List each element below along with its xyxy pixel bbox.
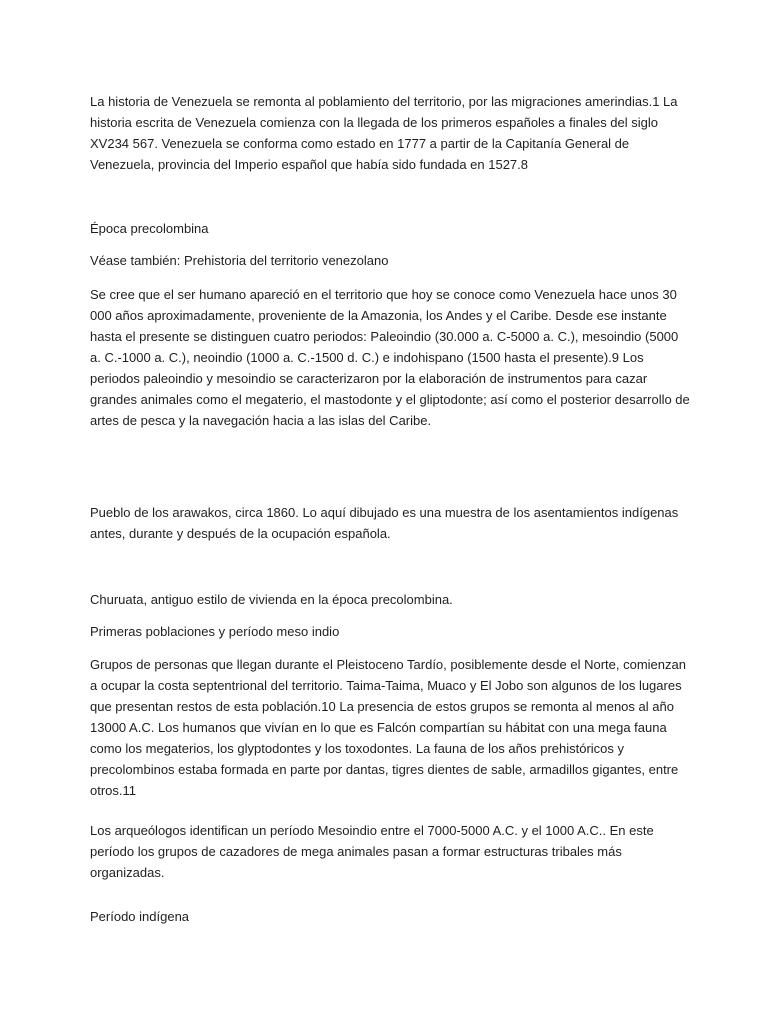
precolombina-paragraph: Se cree que el ser humano apareció en el territorio que hoy se conoce como Venezuela hace unos 30 000 años aproximadamente, proveniente de la Amazonia, los Andes y el Caribe. Desde ese instante hasta el presente se distinguen cuatro periodos: Paleoindio (30.000 a. C-5000 a. C.), mesoindio (5000 a. C.-1000 a. C.), neoindio (1000 a. C.-1500 d. C.) e indohispano (1500 hasta el presente).9 Los periodos paleoindio y mesoindio se caracterizaron por la elaboración de instrumentos para cazar grandes animales como el megaterio, el mastodonte y el gliptodonte; así como el posterior desarrollo de artes de pesca y la navegación hacia a las islas del Caribe. bbox=[90, 287, 690, 428]
caption-arawakos: Pueblo de los arawakos, circa 1860. Lo aquí dibujado es una muestra de los asentamientos indígenas antes, durante y después de la ocupación española. bbox=[90, 505, 679, 541]
primeras-poblaciones-paragraph: Grupos de personas que llegan durante el Pleistoceno Tardío, posiblemente desde el Norte, comienzan a ocupar la costa septentrional del territorio. Taima-Taima, Muaco y El Jobo son algunos de los lugares que presentan restos de esta población.10 La presencia de estos grupos se remonta al menos al año 13000 A.C. Los humanos que vivían en lo que es Falcón compartían su hábitat con una mega fauna como los megaterios, los glyptodontes y los toxodontes. La fauna de los años prehistóricos y precolombinos estaba formada en parte por dantas, tigres dientes de sable, armadillos gigantes, entre otros.11 bbox=[90, 657, 686, 798]
intro-paragraph: La historia de Venezuela se remonta al poblamiento del territorio, por las migraciones amerindias.1 La historia escrita de Venezuela comienza con la llegada de los primeros españoles a finales del siglo XV234 567. Venezuela se conforma como estado en 1777 a partir de la Capitanía General de Venezuela, provincia del Imperio español que había sido fundada en 1527.8 bbox=[90, 94, 678, 172]
mesoindio-paragraph: Los arqueólogos identifican un período Mesoindio entre el 7000-5000 A.C. y el 1000 A.C.. En este período los grupos de cazadores de mega animales pasan a formar estructuras tribales más organizadas. bbox=[90, 823, 654, 880]
section-heading-primeras-poblaciones: Primeras poblaciones y período meso indio bbox=[90, 624, 340, 639]
section-heading-precolombina: Época precolombina bbox=[90, 221, 209, 236]
caption-churuata: Churuata, antiguo estilo de vivienda en la época precolombina. bbox=[90, 592, 453, 607]
see-also-note: Véase también: Prehistoria del territorio venezolano bbox=[90, 253, 389, 268]
section-heading-periodo-indigena: Período indígena bbox=[90, 909, 190, 924]
